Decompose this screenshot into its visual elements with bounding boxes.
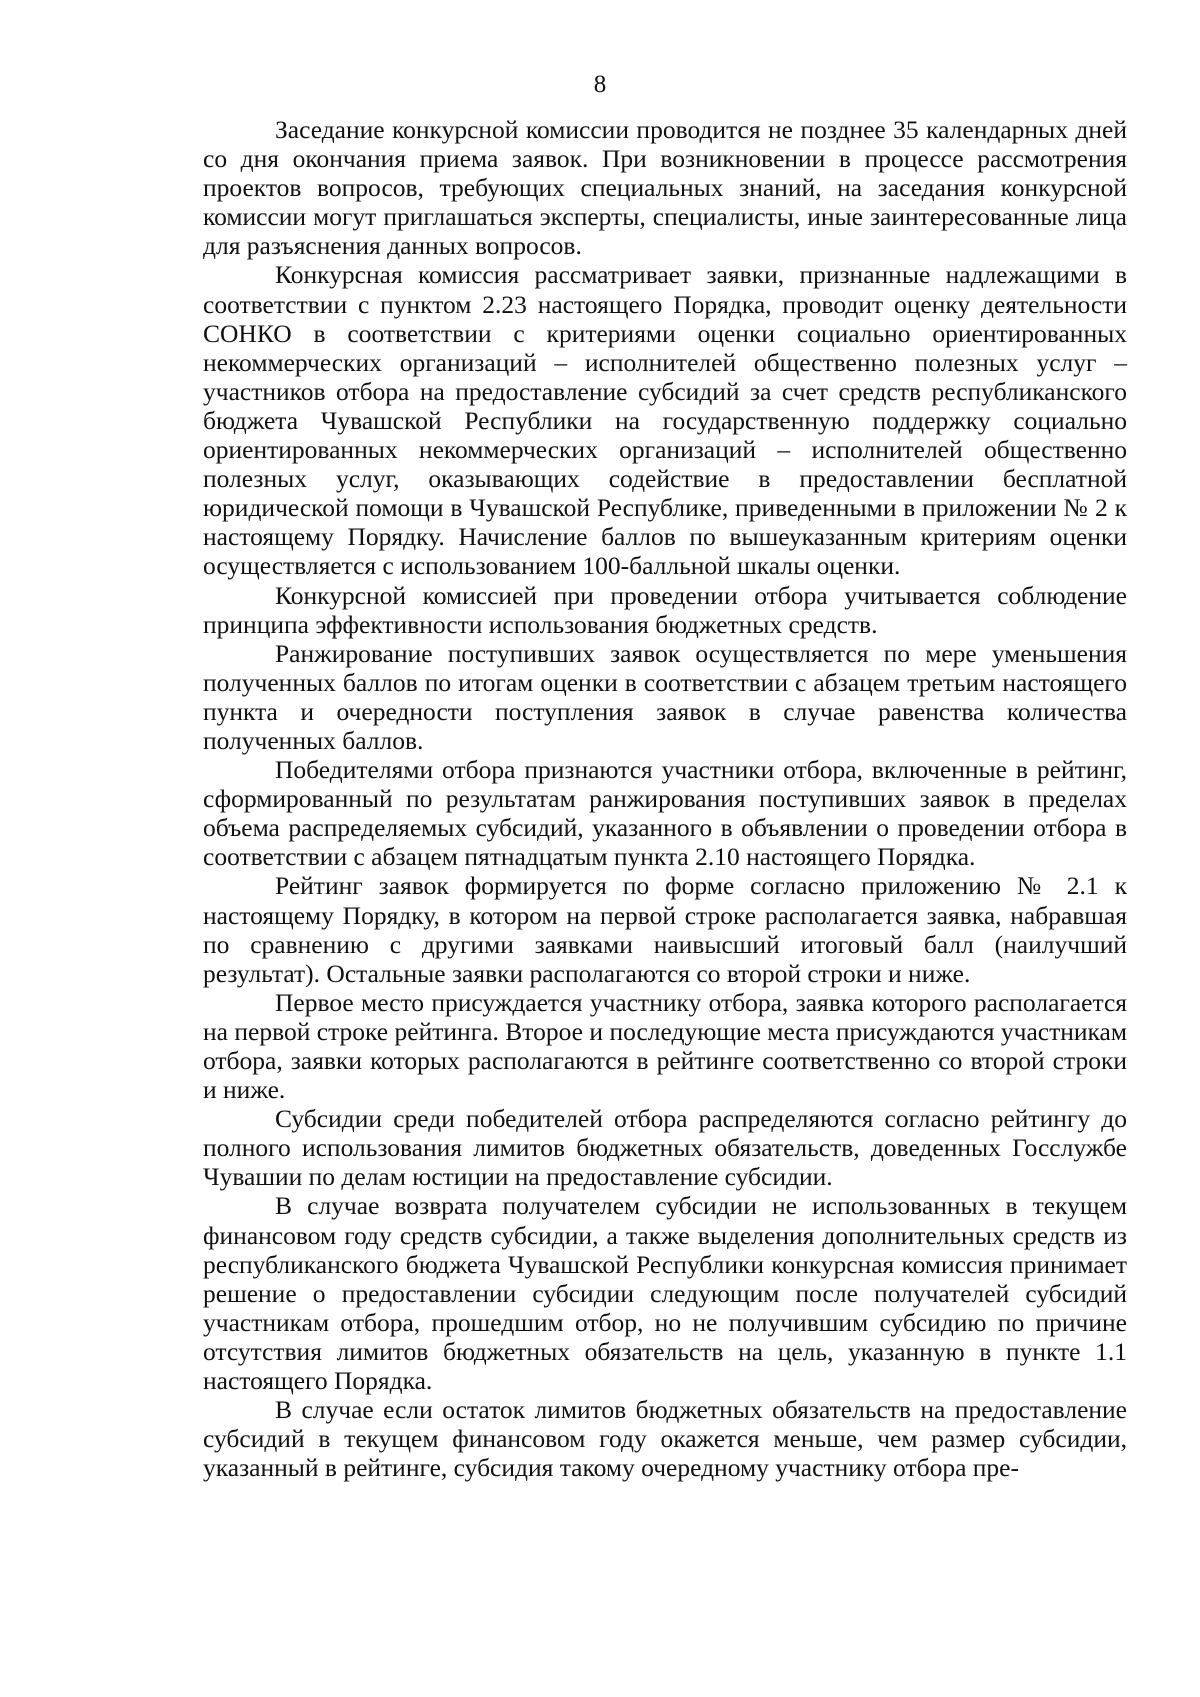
- document-body: [203, 115, 1127, 1482]
- paragraph: В случае если остаток лимитов бюджетных обязательств на предоставление субсидий в текущем финансовом году окажется меньше, чем размер субсидии, указанный в рейтинге, субсидия такому очередному участнику отбора пре-: [203, 1395, 1127, 1483]
- paragraph: Ранжирование поступивших заявок осуществляется по мере уменьшения полученных баллов по итогам оценки в соответствии с абзацем третьим настоящего пункта и очередности поступления заявок в случае равенства количества полученных баллов.: [203, 638, 1127, 755]
- paragraph: Рейтинг заявок формируется по форме согласно приложению № 2.1 к настоящему Порядку, в котором на первой строке располагается заявка, набравшая по сравнению с другими заявками наивысший итоговый балл (наилучший результат). Остальные заявки располагаются со второй строки и ниже.: [203, 871, 1127, 988]
- paragraph: Заседание конкурсной комиссии проводится не позднее 35 календарных дней со дня окончания приема заявок. При возникновении в процессе рассмотрения проектов вопросов, требующих специальных знаний, на заседания конкурсной комиссии могут приглашаться эксперты, специалисты, иные заинтересованные лица для разъяснения данных вопросов.: [203, 115, 1127, 261]
- paragraph: Конкурсная комиссия рассматривает заявки, признанные надлежащими в соответствии с пунктом 2.23 настоящего Порядка, проводит оценку деятельности СОНКО в соответствии с критериями оценки социально ориентированных некоммерческих организаций – исполнителей общественно полезных услуг – участников отбора на предоставление субсидий за счет средств республиканского бюджета Чувашской Республики на государственную поддержку социально ориентированных некоммерческих организаций – исполнителей общественно полезных услуг, оказывающих содействие в предоставлении бесплатной юридической помощи в Чувашской Республике, приведенными в приложении № 2 к настоящему Порядку. Начисление баллов по вышеуказанным критериям оценки осуществляется с использованием 100-балльной шкалы оценки.: [203, 260, 1127, 581]
- paragraph: Субсидии среди победителей отбора распределяются согласно рейтингу до полного использования лимитов бюджетных обязательств, доведенных Госслужбе Чувашии по делам юстиции на предоставление субсидии.: [203, 1104, 1127, 1192]
- paragraph: В случае возврата получателем субсидии не использованных в текущем финансовом году средств субсидии, а также выделения дополнительных средств из республиканского бюджета Чувашской Республики конкурсная комиссия принимает решение о предоставлении субсидии следующим после получателей субсидий участникам отбора, прошедшим отбор, но не получившим субсидию по причине отсутствия лимитов бюджетных обязательств на цель, указанную в пункте 1.1 настоящего Порядка.: [203, 1191, 1127, 1396]
- paragraph: Победителями отбора признаются участники отбора, включенные в рейтинг, сформированный по результатам ранжирования поступивших заявок в пределах объема распределяемых субсидий, указанного в объявлении о проведении отбора в соответствии с абзацем пятнадцатым пункта 2.10 настоящего Порядка.: [203, 755, 1127, 872]
- paragraph: Конкурсной комиссией при проведении отбора учитывается соблюдение принципа эффективности использования бюджетных средств.: [203, 580, 1127, 639]
- page-number: 8: [593, 71, 607, 98]
- paragraph: Первое место присуждается участнику отбора, заявка которого располагается на первой строке рейтинга. Второе и последующие места присуждаются участникам отбора, заявки которых располагаются в рейтинге соответственно со второй строки и ниже.: [203, 987, 1127, 1105]
